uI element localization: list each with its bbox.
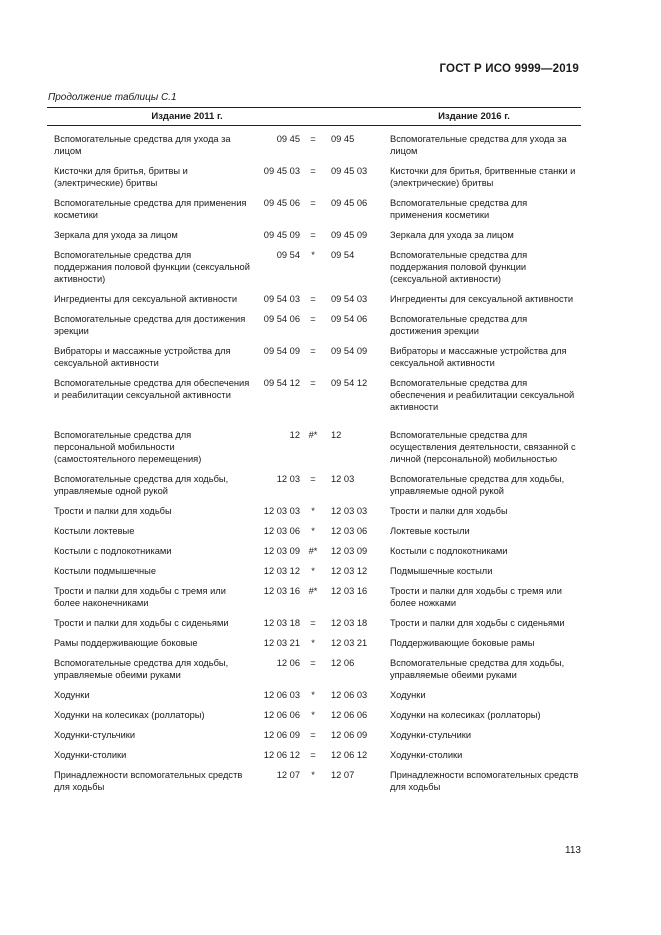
relation-cell: #* xyxy=(308,546,318,556)
new-name-cell: Вспомогательные средства для ухода за лицом xyxy=(390,134,567,156)
new-code-cell: 12 03 21 xyxy=(331,638,368,648)
relation-cell: * xyxy=(311,638,315,648)
table-row xyxy=(47,293,581,305)
table-row xyxy=(47,229,581,241)
relation-cell: * xyxy=(311,506,315,516)
old-name-cell: Кисточки для бритья, бритвы и (электрические) бритвы xyxy=(54,166,188,188)
relation-cell: = xyxy=(310,658,316,668)
relation-cell: * xyxy=(311,566,315,576)
new-name-cell: Костыли с подлокотниками xyxy=(390,546,508,556)
new-code-cell: 09 54 12 xyxy=(331,378,368,388)
old-code-cell: 12 03 16 xyxy=(263,586,300,596)
old-code-cell: 09 45 09 xyxy=(263,230,300,240)
relation-cell: = xyxy=(310,730,316,740)
relation-cell: = xyxy=(310,230,316,240)
old-code-cell: 09 54 06 xyxy=(263,314,300,324)
old-name-cell: Костыли с подлокотниками xyxy=(54,546,172,556)
old-code-cell: 12 03 06 xyxy=(263,526,300,536)
old-code-cell: 09 45 06 xyxy=(263,198,300,208)
old-name-cell: Костыли подмышечные xyxy=(54,566,157,576)
old-code-cell: 12 06 09 xyxy=(263,730,300,740)
relation-cell: = xyxy=(310,294,316,304)
table-row xyxy=(47,429,581,465)
old-code-cell: 12 06 xyxy=(276,658,300,668)
old-name-cell: Ингредиенты для сексуальной активности xyxy=(54,294,238,304)
column-header-2016: Издание 2016 г. xyxy=(438,111,510,122)
new-name-cell: Вспомогательные средства для ходьбы, управляемые одной рукой xyxy=(390,474,565,496)
new-code-cell: 09 45 09 xyxy=(331,230,368,240)
correspondence-table xyxy=(47,107,581,801)
relation-cell: = xyxy=(310,166,316,176)
new-code-cell: 09 54 09 xyxy=(331,346,368,356)
old-code-cell: 12 xyxy=(289,430,300,440)
table-row xyxy=(47,565,581,577)
relation-cell: * xyxy=(311,250,315,260)
table-row xyxy=(47,165,581,189)
new-name-cell: Ходунки-стульчики xyxy=(390,730,472,740)
table-row xyxy=(47,197,581,221)
old-code-cell: 12 03 03 xyxy=(263,506,300,516)
new-code-cell: 12 06 06 xyxy=(331,710,368,720)
old-code-cell: 12 03 21 xyxy=(263,638,300,648)
table-header xyxy=(47,107,581,126)
new-code-cell: 12 03 xyxy=(331,474,355,484)
old-name-cell: Ходунки xyxy=(54,690,90,700)
old-code-cell: 09 54 xyxy=(276,250,300,260)
relation-cell: = xyxy=(310,346,316,356)
new-name-cell: Подмышечные костыли xyxy=(390,566,493,576)
old-name-cell: Вспомогательные средства для персональной мобильности (самостоятельного перемещения) xyxy=(54,430,202,464)
relation-cell: = xyxy=(310,474,316,484)
table-row xyxy=(47,657,581,681)
old-code-cell: 09 45 03 xyxy=(263,166,300,176)
table-row xyxy=(47,709,581,721)
relation-cell: = xyxy=(310,750,316,760)
table-row xyxy=(47,617,581,629)
table-body xyxy=(47,126,581,793)
relation-cell: = xyxy=(310,378,316,388)
old-name-cell: Ходунки на колесиках (роллаторы) xyxy=(54,710,205,720)
old-code-cell: 12 03 xyxy=(276,474,300,484)
table-row xyxy=(47,313,581,337)
old-code-cell: 09 45 xyxy=(276,134,300,144)
relation-cell: * xyxy=(311,710,315,720)
new-name-cell: Ходунки на колесиках (роллаторы) xyxy=(390,710,541,720)
new-name-cell: Трости и палки для ходьбы с тремя или более ножками xyxy=(390,586,562,608)
new-code-cell: 12 xyxy=(331,430,342,440)
old-name-cell: Вспомогательные средства для ходьбы, управляемые одной рукой xyxy=(54,474,229,496)
old-code-cell: 12 03 09 xyxy=(263,546,300,556)
relation-cell: #* xyxy=(308,430,318,440)
new-name-cell: Вспомогательные средства для ходьбы, управляемые обеими руками xyxy=(390,658,565,680)
new-code-cell: 09 54 03 xyxy=(331,294,368,304)
table-caption: Продолжение таблицы С.1 xyxy=(48,92,177,103)
new-code-cell: 09 45 03 xyxy=(331,166,368,176)
table-row xyxy=(47,345,581,369)
old-code-cell: 09 54 09 xyxy=(263,346,300,356)
new-code-cell: 12 03 12 xyxy=(331,566,368,576)
page-number: 113 xyxy=(565,845,581,856)
new-name-cell: Кисточки для бритья, бритвенные станки и (электрические) бритвы xyxy=(390,166,576,188)
old-name-cell: Зеркала для ухода за лицом xyxy=(54,230,178,240)
new-name-cell: Вибраторы и массажные устройства для сексуальной активности xyxy=(390,346,567,368)
new-name-cell: Ингредиенты для сексуальной активности xyxy=(390,294,574,304)
old-code-cell: 12 07 xyxy=(276,770,300,780)
table-row xyxy=(47,585,581,609)
new-name-cell: Вспомогательные средства для применения косметики xyxy=(390,198,528,220)
relation-cell: = xyxy=(310,198,316,208)
old-code-cell: 12 03 18 xyxy=(263,618,300,628)
new-code-cell: 12 07 xyxy=(331,770,355,780)
old-name-cell: Ходунки-столики xyxy=(54,750,127,760)
old-name-cell: Вспомогательные средства для достижения эрекции xyxy=(54,314,246,336)
new-name-cell: Вспомогательные средства для поддержания половой функции (сексуальной активности) xyxy=(390,250,528,284)
table-row xyxy=(47,689,581,701)
new-name-cell: Вспомогательные средства для достижения эрекции xyxy=(390,314,528,336)
new-code-cell: 09 54 06 xyxy=(331,314,368,324)
old-name-cell: Вспомогательные средства для ухода за лицом xyxy=(54,134,231,156)
new-name-cell: Локтевые костыли xyxy=(390,526,470,536)
new-code-cell: 12 06 03 xyxy=(331,690,368,700)
new-code-cell: 09 45 xyxy=(331,134,355,144)
new-name-cell: Зеркала для ухода за лицом xyxy=(390,230,514,240)
old-name-cell: Трости и палки для ходьбы с сиденьями xyxy=(54,618,229,628)
new-code-cell: 12 03 06 xyxy=(331,526,368,536)
old-code-cell: 12 03 12 xyxy=(263,566,300,576)
new-name-cell: Вспомогательные средства для осуществления деятельности, связанной с личной (персональной) мобильностью xyxy=(390,430,576,464)
new-code-cell: 12 06 09 xyxy=(331,730,368,740)
old-name-cell: Трости и палки для ходьбы xyxy=(54,506,172,516)
new-code-cell: 12 06 12 xyxy=(331,750,368,760)
old-code-cell: 12 06 12 xyxy=(263,750,300,760)
relation-cell: * xyxy=(311,690,315,700)
table-row xyxy=(47,769,581,793)
relation-cell: * xyxy=(311,526,315,536)
new-name-cell: Трости и палки для ходьбы с сиденьями xyxy=(390,618,565,628)
new-name-cell: Вспомогательные средства для обеспечения и реабилитации сексуальной активности xyxy=(390,378,575,412)
old-name-cell: Вспомогательные средства для ходьбы, управляемые обеими руками xyxy=(54,658,229,680)
new-code-cell: 12 03 03 xyxy=(331,506,368,516)
new-code-cell: 12 03 09 xyxy=(331,546,368,556)
document-header-title: ГОСТ Р ИСО 9999—2019 xyxy=(439,63,579,75)
table-row xyxy=(47,637,581,649)
new-code-cell: 09 45 06 xyxy=(331,198,368,208)
table-row xyxy=(47,473,581,497)
table-row xyxy=(47,249,581,285)
old-code-cell: 12 06 06 xyxy=(263,710,300,720)
table-row xyxy=(47,133,581,157)
relation-cell: = xyxy=(310,134,316,144)
old-name-cell: Принадлежности вспомогательных средств для ходьбы xyxy=(54,770,243,792)
new-name-cell: Поддерживающие боковые рамы xyxy=(390,638,535,648)
relation-cell: = xyxy=(310,314,316,324)
new-code-cell: 09 54 xyxy=(331,250,355,260)
column-header-2011: Издание 2011 г. xyxy=(151,111,223,122)
old-name-cell: Костыли локтевые xyxy=(54,526,135,536)
table-row xyxy=(47,505,581,517)
new-code-cell: 12 06 xyxy=(331,658,355,668)
new-code-cell: 12 03 18 xyxy=(331,618,368,628)
relation-cell: * xyxy=(311,770,315,780)
table-row xyxy=(47,749,581,761)
table-row xyxy=(47,545,581,557)
old-name-cell: Трости и палки для ходьбы с тремя или более наконечниками xyxy=(54,586,226,608)
old-name-cell: Вспомогательные средства для обеспечения и реабилитации сексуальной активности xyxy=(54,378,250,400)
relation-cell: = xyxy=(310,618,316,628)
old-code-cell: 09 54 12 xyxy=(263,378,300,388)
new-name-cell: Ходунки xyxy=(390,690,426,700)
table-row xyxy=(47,525,581,537)
new-name-cell: Ходунки-столики xyxy=(390,750,463,760)
old-name-cell: Рамы поддерживающие боковые xyxy=(54,638,198,648)
old-name-cell: Вибраторы и массажные устройства для сексуальной активности xyxy=(54,346,231,368)
old-name-cell: Вспомогательные средства для применения косметики xyxy=(54,198,247,220)
old-code-cell: 09 54 03 xyxy=(263,294,300,304)
old-name-cell: Вспомогательные средства для поддержания половой функции (сексуальной активности) xyxy=(54,250,250,284)
table-row xyxy=(47,377,581,413)
new-name-cell: Трости и палки для ходьбы xyxy=(390,506,508,516)
old-code-cell: 12 06 03 xyxy=(263,690,300,700)
relation-cell: #* xyxy=(308,586,318,596)
table-row xyxy=(47,729,581,741)
new-code-cell: 12 03 16 xyxy=(331,586,368,596)
old-name-cell: Ходунки-стульчики xyxy=(54,730,136,740)
new-name-cell: Принадлежности вспомогательных средств для ходьбы xyxy=(390,770,579,792)
